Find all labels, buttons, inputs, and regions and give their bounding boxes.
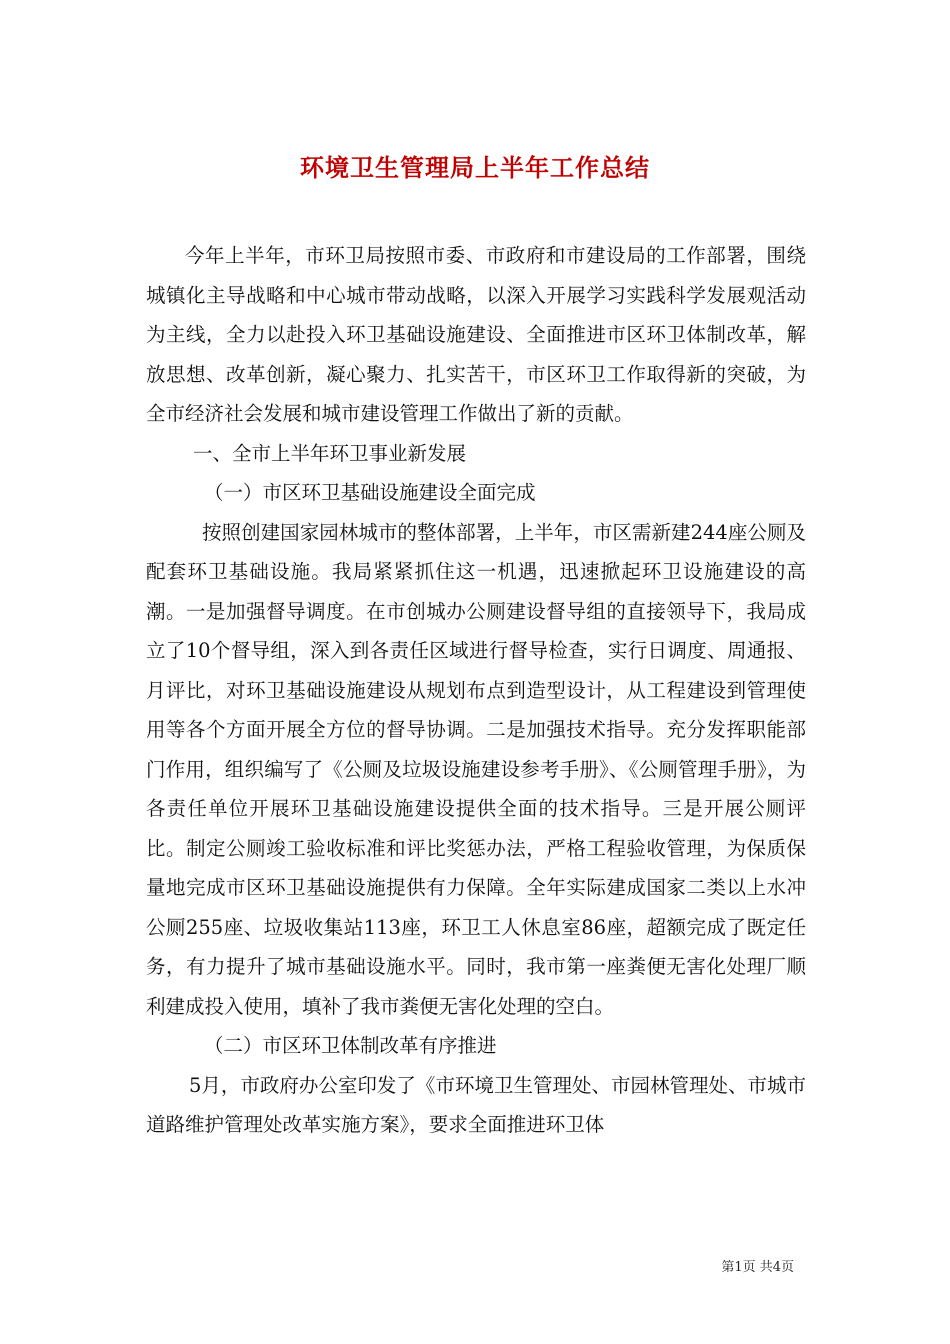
reform-paragraph: 5月，市政府办公室印发了《市环境卫生管理处、市园林管理处、市城市道路维护管理处改革实施方案》，要求全面推进环卫体 [146, 1073, 806, 1136]
section-heading-1: 一、全市上半年环卫事业新发展 [193, 441, 467, 465]
infrastructure-paragraph: 按照创建国家园林城市的整体部署，上半年，市区需新建244座公厕及配套环卫基础设施。我局紧紧抓住这一机遇，迅速掀起环卫设施建设的高潮。一是加强督导调度。在市创城办公厕建设督导组的直接领导下，我局成立了10个督导组，深入到各责任区域进行督导检查，实行日调度、周通报、月评比，对环卫基础设施建设从规划布点到造型设计，从工程建设到管理使用等各个方面开展全方位的督导协调。二是加强技术指导。充分发挥职能部门作用，组织编写了《公厕及垃圾设施建设参考手册》、《公厕管理手册》，为各责任单位开展环卫基础设施建设提供全面的技术指导。三是开展公厕评比。制定公厕竣工验收标准和评比奖惩办法，严格工程验收管理，为保质保量地完成市区环卫基础设施提供有力保障。全年实际建成国家二类以上水冲公厕255座、垃圾收集站113座，环卫工人休息室86座，超额完成了既定任务，有力提升了城市基础设施水平。同时，我市第一座粪便无害化处理厂顺利建成投入使用，填补了我市粪便无害化处理的空白。 [146, 520, 806, 1018]
page-number: 第1页 共4页 [721, 1260, 794, 1275]
intro-paragraph: 今年上半年，市环卫局按照市委、市政府和市建设局的工作部署，围绕城镇化主导战略和中心城市带动战略，以深入开展学习实践科学发展观活动为主线，全力以赴投入环卫基础设施建设、全面推进市区环卫体制改革，解放思想、改革创新，凝心聚力、扎实苦干，市区环卫工作取得新的突破，为全市经济社会发展和城市建设管理工作做出了新的贡献。 [146, 244, 806, 425]
subsection-heading-1: （一）市区环卫基础设施建设全面完成 [204, 481, 536, 504]
subsection-heading-2: （二）市区环卫体制改革有序推进 [204, 1034, 497, 1057]
page-title: 环境卫生管理局上半年工作总结 [300, 153, 650, 183]
document-body [146, 236, 806, 1145]
